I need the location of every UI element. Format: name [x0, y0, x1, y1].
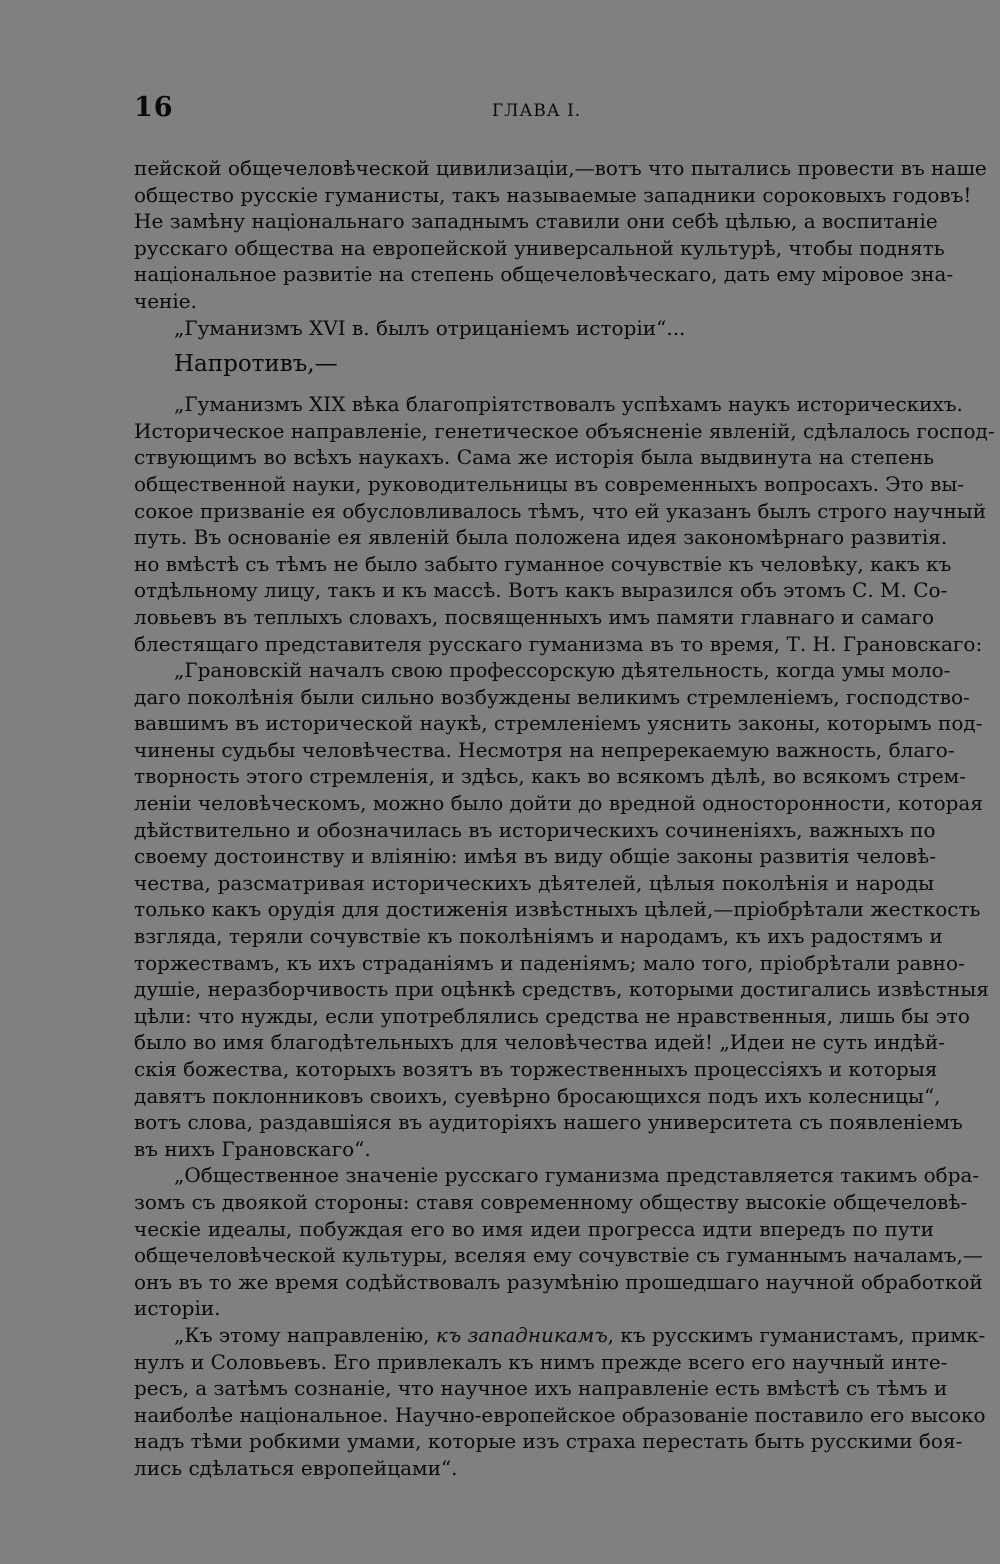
- text-line: пейской общечеловѣческой цивилизаціи,—вотъ что пытались провести въ наше: [134, 156, 987, 180]
- text-line: національное развитіе на степень общечеловѣческаго, дать ему міровое зна-: [134, 262, 954, 287]
- text-line: въ нихъ Грановскаго“.: [134, 1136, 371, 1161]
- text-line: только какъ орудія для достиженія извѣстныхъ цѣлей,—пріобрѣтали жесткость: [134, 897, 981, 922]
- text-line: взгляда, теряли сочувствіе къ поколѣніямъ и народамъ, къ ихъ радостямъ и: [134, 924, 943, 949]
- text-line: исторіи.: [134, 1296, 221, 1321]
- text-line: сокое призваніе ея обусловливалось тѣмъ, что ей указанъ былъ строго научный: [134, 498, 987, 523]
- text-line: общественной науки, руководительницы въ современныхъ вопросахъ. Это вы-: [134, 471, 965, 496]
- text-line: ловьевъ въ теплыхъ словахъ, посвященныхъ имъ памяти главнаго и самаго: [134, 604, 934, 629]
- text-line: лись сдѣлаться европейцами“.: [134, 1455, 458, 1480]
- text-line: ресъ, а затѣмъ сознаніе, что научное ихъ направленіе есть вмѣстѣ съ тѣмъ и: [134, 1376, 948, 1401]
- text-line: „Общественное значеніе русскаго гуманизма представляется такимъ обра-: [174, 1163, 980, 1188]
- text-line: онъ въ то же время содѣйствовалъ разумѣнію прошедшаго научной обработкой: [134, 1269, 983, 1294]
- emphasis-text: къ западникамъ: [435, 1322, 608, 1347]
- text-line: зомъ съ двоякой стороны: ставя современному обществу высокіе общечеловѣ-: [134, 1189, 968, 1214]
- text-line: блестящаго представителя русскаго гуманизма въ то время, Т. Н. Грановскаго:: [134, 631, 983, 656]
- paragraph-3: [134, 657, 989, 1162]
- text-line: русскаго общества на европейской универсальной культурѣ, чтобы поднять: [134, 235, 945, 260]
- text-line: душіе, неразборчивость при оцѣнкѣ средствъ, которыми достигались извѣстныя: [134, 977, 989, 1002]
- text-line: вотъ слова, раздавшіяся въ аудиторіяхъ нашего университета съ появленіемъ: [134, 1110, 963, 1135]
- text-line: торжествамъ, къ ихъ страданіямъ и паденіямъ; мало того, пріобрѣтали равно-: [134, 950, 965, 975]
- text-line: было во имя благодѣтельныхъ для человѣчества идей! „Идеи не суть индѣй-: [134, 1030, 946, 1055]
- text-line: творность этого стремленія, и здѣсь, какъ во всякомъ дѣлѣ, во всякомъ стрем-: [134, 764, 966, 789]
- text-line: давятъ поклонниковъ своихъ, суевѣрно бросающихся подъ ихъ колесницы“,: [134, 1083, 941, 1108]
- running-head: ГЛАВА I.: [492, 101, 582, 121]
- text-line: своему достоинству и вліянію: имѣя въ виду общіе законы развитія человѣ-: [134, 844, 936, 869]
- section-heading: Напротивъ,—: [174, 351, 338, 378]
- paragraph-4: [134, 1162, 983, 1322]
- text-line: леніи человѣческомъ, можно было дойти до вредной односторонности, которая: [134, 791, 983, 816]
- text-line: ческіе идеалы, побуждая его во имя идеи прогресса идти впередъ по пути: [134, 1216, 934, 1241]
- text-line: скія божества, которыхъ возятъ въ торжественныхъ процессіяхъ и которыя: [134, 1057, 938, 1081]
- text-line: цѣли: что нужды, если употреблялись средства не нравственныя, лишь бы это: [134, 1003, 970, 1028]
- text-line: но вмѣстѣ съ тѣмъ не было забыто гуманное сочувствіе къ человѣку, какъ къ: [134, 551, 952, 576]
- text-line: отдѣльному лицу, такъ и къ массѣ. Вотъ какъ выразился объ этомъ С. М. Со-: [134, 578, 948, 603]
- page-number: 16: [134, 92, 174, 123]
- text-line: наиболѣе національное. Научно-европейское образованіе поставило его высоко: [134, 1402, 986, 1427]
- text-line: нулъ и Соловьевъ. Его привлекалъ къ нимъ прежде всего его научный инте-: [134, 1349, 948, 1374]
- text-line: общечеловѣческой культуры, вселяя ему сочувствіе съ гуманнымъ началамъ,—: [134, 1243, 983, 1268]
- text-line: путь. Въ основаніе ея явленій была положена идея закономѣрнаго развитія.: [134, 525, 948, 550]
- paragraph-2: [134, 391, 995, 657]
- paragraph-5: [134, 1349, 986, 1482]
- text-line: „Грановскій началъ свою профессорскую дѣятельность, когда умы моло-: [174, 658, 951, 683]
- text-line: ченіе.: [134, 288, 197, 313]
- paragraph-5-first-line: „Къ этому направленію, къ западникамъ, къ русскимъ гуманистамъ, примк-: [174, 1322, 986, 1347]
- text-line: дѣйствительно и обозначилась въ историческихъ сочиненіяхъ, важныхъ по: [134, 817, 936, 842]
- body-text: [134, 155, 995, 1482]
- text-line: чества, разсматривая историческихъ дѣятелей, цѣлыя поколѣнія и народы: [134, 870, 934, 895]
- paragraph-1: [134, 155, 987, 315]
- text-line: „Гуманизмъ XIX вѣка благопріятствовалъ успѣхамъ наукъ историческихъ.: [174, 392, 963, 417]
- text-line: ствующимъ во всѣхъ наукахъ. Сама же исторія была выдвинута на степень: [134, 445, 934, 470]
- text-line: вавшимъ въ исторической наукѣ, стремленіемъ уяснить законы, которымъ под-: [134, 711, 983, 736]
- text-line: Не замѣну національнаго западнымъ ставили они себѣ цѣлью, а воспитаніе: [134, 209, 938, 234]
- text-line: даго поколѣнія были сильно возбуждены великимъ стремленіемъ, господство-: [134, 684, 970, 709]
- quote-line: „Гуманизмъ XVI в. былъ отрицаніемъ исторіи“...: [174, 315, 686, 340]
- text-line: Историческое направленіе, генетическое объясненіе явленій, сдѣлалось господ-: [134, 418, 995, 443]
- text-line: общество русскіе гуманисты, такъ называемые западники сороковыхъ годовъ!: [134, 182, 972, 207]
- text-line: надъ тѣми робкими умами, которые изъ страха перестать быть русскими боя-: [134, 1429, 963, 1454]
- text-line: чинены судьбы человѣчества. Несмотря на непререкаемую важность, благо-: [134, 737, 955, 762]
